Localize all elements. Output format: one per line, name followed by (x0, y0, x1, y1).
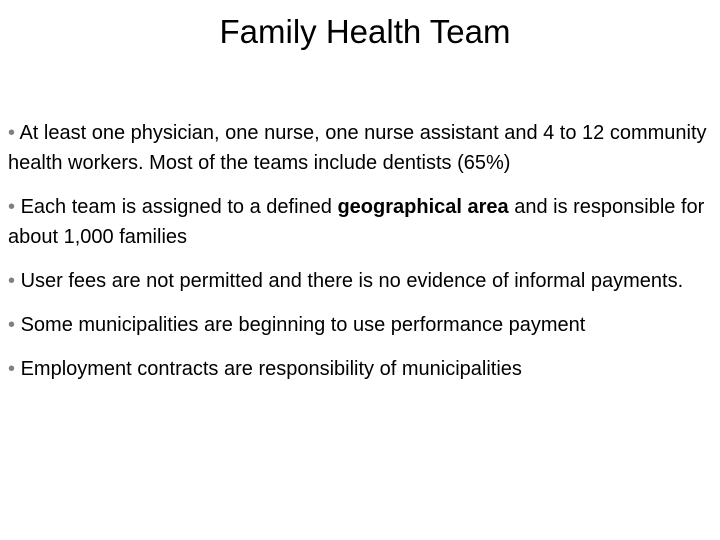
bullet-marker: • (8, 358, 16, 380)
bullet-text: At least one physician, one nurse, one nurse assistant and 4 to 12 community health workers. Most of the teams include dentists (65%) (8, 122, 707, 174)
bullet-marker: • (8, 270, 16, 292)
bullet-item (8, 192, 714, 252)
bullet-text: Employment contracts are responsibility of municipalities (20, 358, 522, 380)
bullet-text: User fees are not permitted and there is no evidence of informal payments. (20, 270, 684, 292)
bullet-text-before: Each team is assigned to a defined (20, 196, 338, 218)
bullet-marker: • (8, 122, 16, 144)
bullet-item (8, 266, 714, 296)
slide-title: Family Health Team (219, 13, 511, 50)
bullet-text-after: and is responsible for about 1,000 families (8, 196, 705, 248)
bullet-emphasis: geographical area (337, 196, 509, 218)
bullet-text: Some municipalities are beginning to use performance payment (20, 314, 586, 336)
bullet-list (8, 118, 714, 398)
bullet-item (8, 118, 714, 178)
bullet-marker: • (8, 196, 16, 218)
bullet-item (8, 310, 714, 340)
bullet-item (8, 354, 714, 384)
bullet-marker: • (8, 314, 16, 336)
